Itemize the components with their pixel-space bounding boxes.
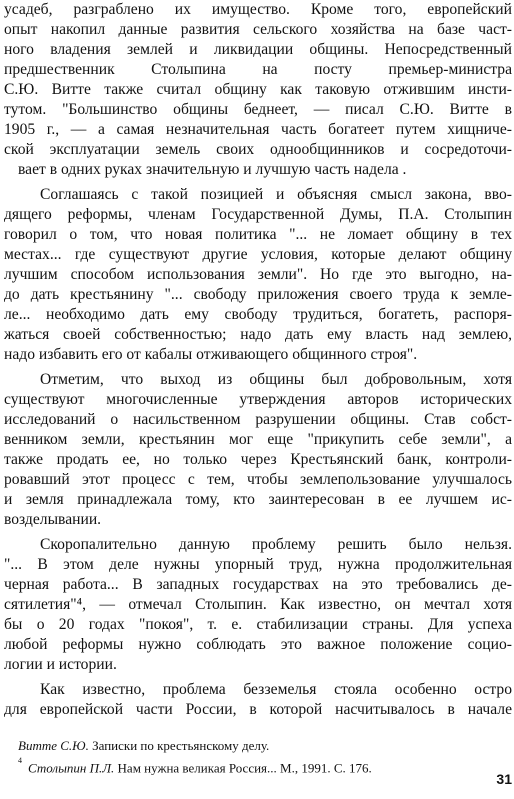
text-line: вает в одних руках значительную и лучшую часть надела . bbox=[18, 161, 407, 178]
text-line: черная работа... В западных государствах на это требовались де- bbox=[4, 576, 512, 593]
text-line: Скоропалительно данную проблему решить было нельзя. bbox=[40, 536, 512, 553]
text-line: жаться своей собственностью; надо дать ему власть над землею, bbox=[4, 326, 512, 343]
text-line: "... В этом деле нужны упорный труд, нужна продолжительная bbox=[4, 556, 512, 573]
text-line: ровавший этот процесс с тем, чтобы землепользование улучшалось bbox=[4, 471, 512, 488]
text-line: возделывании. bbox=[4, 511, 102, 528]
footnote bbox=[18, 757, 498, 776]
text-line: ного владения землей и ликвидации общины. Непосредственный bbox=[4, 41, 512, 58]
text-line: также продать ее, но только через Крестьянский банк, контроли- bbox=[4, 451, 512, 468]
text-line: существуют многочисленные утверждения авторов исторических bbox=[4, 391, 512, 408]
text-line: и земля принадлежала тому, кто заинтересован в ее лучшем ис- bbox=[4, 491, 512, 508]
footnote bbox=[18, 738, 498, 754]
text-line: любой реформы нужно соблюдать это важное положение социо- bbox=[4, 636, 512, 653]
footnote-author: Витте С.Ю. bbox=[18, 738, 89, 753]
text-line: дящего реформы, членам Государственной Думы, П.А. Столыпин bbox=[4, 206, 512, 223]
text-line: логии и истории. bbox=[4, 656, 117, 673]
text-line: Отметим, что выход из общины был добровольным, хотя bbox=[40, 371, 512, 388]
text-line: для европейской части России, в которой насчитывалось в начале bbox=[4, 701, 512, 718]
footnote-text: Записки по крестьянскому делу. bbox=[92, 738, 270, 753]
text-line: ской эксплуатации земель своих однообщинников и сосредоточи- bbox=[4, 141, 512, 158]
text-line: надо избавить его от кабалы отживающего общинного строя". bbox=[4, 346, 418, 363]
text-line: тутом. "Большинство общины беднеет, — писал С.Ю. Витте в bbox=[4, 101, 512, 118]
text-line: до дать крестьянину "... свободу приложения своего труда к земле- bbox=[4, 286, 512, 303]
text-line: Соглашаясь с такой позицией и объясняя смысл закона, вво- bbox=[40, 186, 512, 203]
text-line: исследований о насильственном разрушении общины. Став собст- bbox=[4, 411, 512, 428]
text-line: местах... где существуют другие условия, которые делают общину bbox=[4, 246, 512, 263]
footnote-author: Столыпин П.Л. bbox=[28, 760, 115, 776]
document-page bbox=[4, 0, 512, 799]
page-number: 31 bbox=[496, 771, 512, 787]
footnote-marker: 4 bbox=[18, 756, 22, 765]
text-line: С.Ю. Витте также считал общину как таковую отжившим инсти- bbox=[4, 81, 512, 98]
text-line: 1905 г., — а самая незначительная часть богатеет путем хищниче- bbox=[4, 121, 512, 138]
text-line: венником земли, крестьянин мог еще "прикупить себе земли", а bbox=[4, 431, 512, 448]
text-line: ле... необходимо дать ему свободу трудиться, богатеть, распоря- bbox=[4, 306, 512, 323]
text-line: лучшим способом использования земли". Но где это выгодно, на- bbox=[4, 266, 512, 283]
text-line: усадеб, разграблено их имущество. Кроме того, европейский bbox=[4, 1, 512, 18]
text-line: опыт накопил данные развития сельского хозяйства на базе част- bbox=[4, 21, 512, 38]
text-line: Как известно, проблема безземелья стояла особенно остро bbox=[40, 681, 512, 698]
text-line: бы о 20 годах "покоя", т. е. стабилизации страны. Для успеха bbox=[4, 616, 512, 633]
text-line: сятилетия"⁴, — отмечал Столыпин. Как известно, он мечтал хотя bbox=[4, 596, 512, 613]
footnote-text: Нам нужна великая Россия... М., 1991. С. 176. bbox=[117, 760, 372, 776]
text-line: предшественник Столыпина на посту премьер-министра bbox=[4, 61, 512, 78]
text-line: говорил о том, что новая политика "... не ломает общину в тех bbox=[4, 226, 512, 243]
